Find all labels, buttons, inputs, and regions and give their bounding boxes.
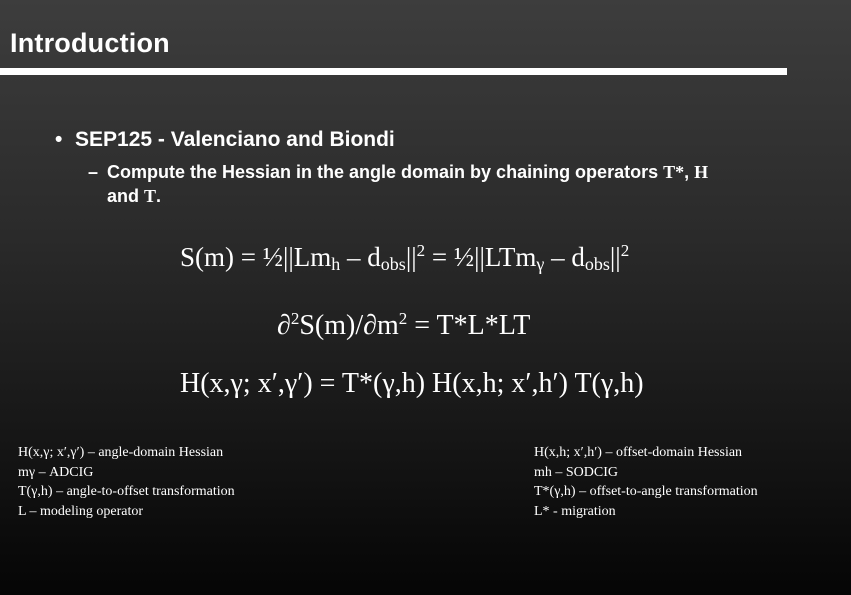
definition-item: mγ – ADCIG [18,464,94,480]
operator-t-star: T* [663,162,685,182]
eq2-part: S(m)/∂m [299,310,399,341]
eq1-part: = ½||LTm [425,242,537,272]
bullet-item [55,128,395,152]
definition-item: H(x,h; x′,h′) – offset-domain Hessian [534,445,743,460]
slide-title: Introduction [10,28,170,58]
eq1-sub: γ [536,254,545,274]
definition-item: T(γ,h) – angle-to-offset transformation [18,484,235,499]
subbullet-comma: , [684,162,695,182]
definition-item: L – modeling operator [18,503,144,519]
eq2-part: ∂ [277,310,291,341]
subbullet-text-b: and [107,186,145,206]
subbullet-text [107,160,807,208]
eq1-sub: h [331,254,341,274]
eq2-sup: 2 [290,309,300,328]
operator-h: H [694,162,709,182]
eq1-sub: obs [380,254,406,274]
subbullet-period: . [156,186,162,206]
eq1-part: – d [544,242,585,272]
bullet-text: SEP125 - Valenciano and Biondi [75,128,395,151]
definition-item: T*(γ,h) – offset-to-angle transformation [534,484,758,499]
operator-t: T [144,186,157,206]
subbullet-dash: – [88,162,99,182]
subbullet-text-a: Compute the Hessian in the angle domain by chaining operators [107,162,664,182]
definition-item: L* - migration [534,503,616,519]
definitions-right [534,443,758,521]
equation-objective-function [180,241,629,275]
bullet-symbol: • [55,128,63,151]
equation-second-derivative [277,309,530,342]
title-bar [0,0,851,76]
eq1-part: S(m) = ½||Lm [180,242,332,272]
eq1-part: – d [340,242,381,272]
eq1-part: || [405,242,417,272]
title-underline [0,68,787,75]
eq1-part: || [609,242,621,272]
eq2-part: = T*L*LT [407,310,531,341]
eq1-sub: obs [584,254,610,274]
definitions-left [18,443,235,521]
eq2-sup: 2 [398,309,408,328]
equation-hessian: H(x,γ; x′,γ′) = T*(γ,h) H(x,h; x′,h′) T(γ,h) [180,368,644,399]
definition-item: mh – SODCIG [534,464,619,480]
eq1-sup: 2 [620,241,630,260]
definition-item: H(x,γ; x′,γ′) – angle-domain Hessian [18,445,224,460]
eq1-sup: 2 [416,241,426,260]
